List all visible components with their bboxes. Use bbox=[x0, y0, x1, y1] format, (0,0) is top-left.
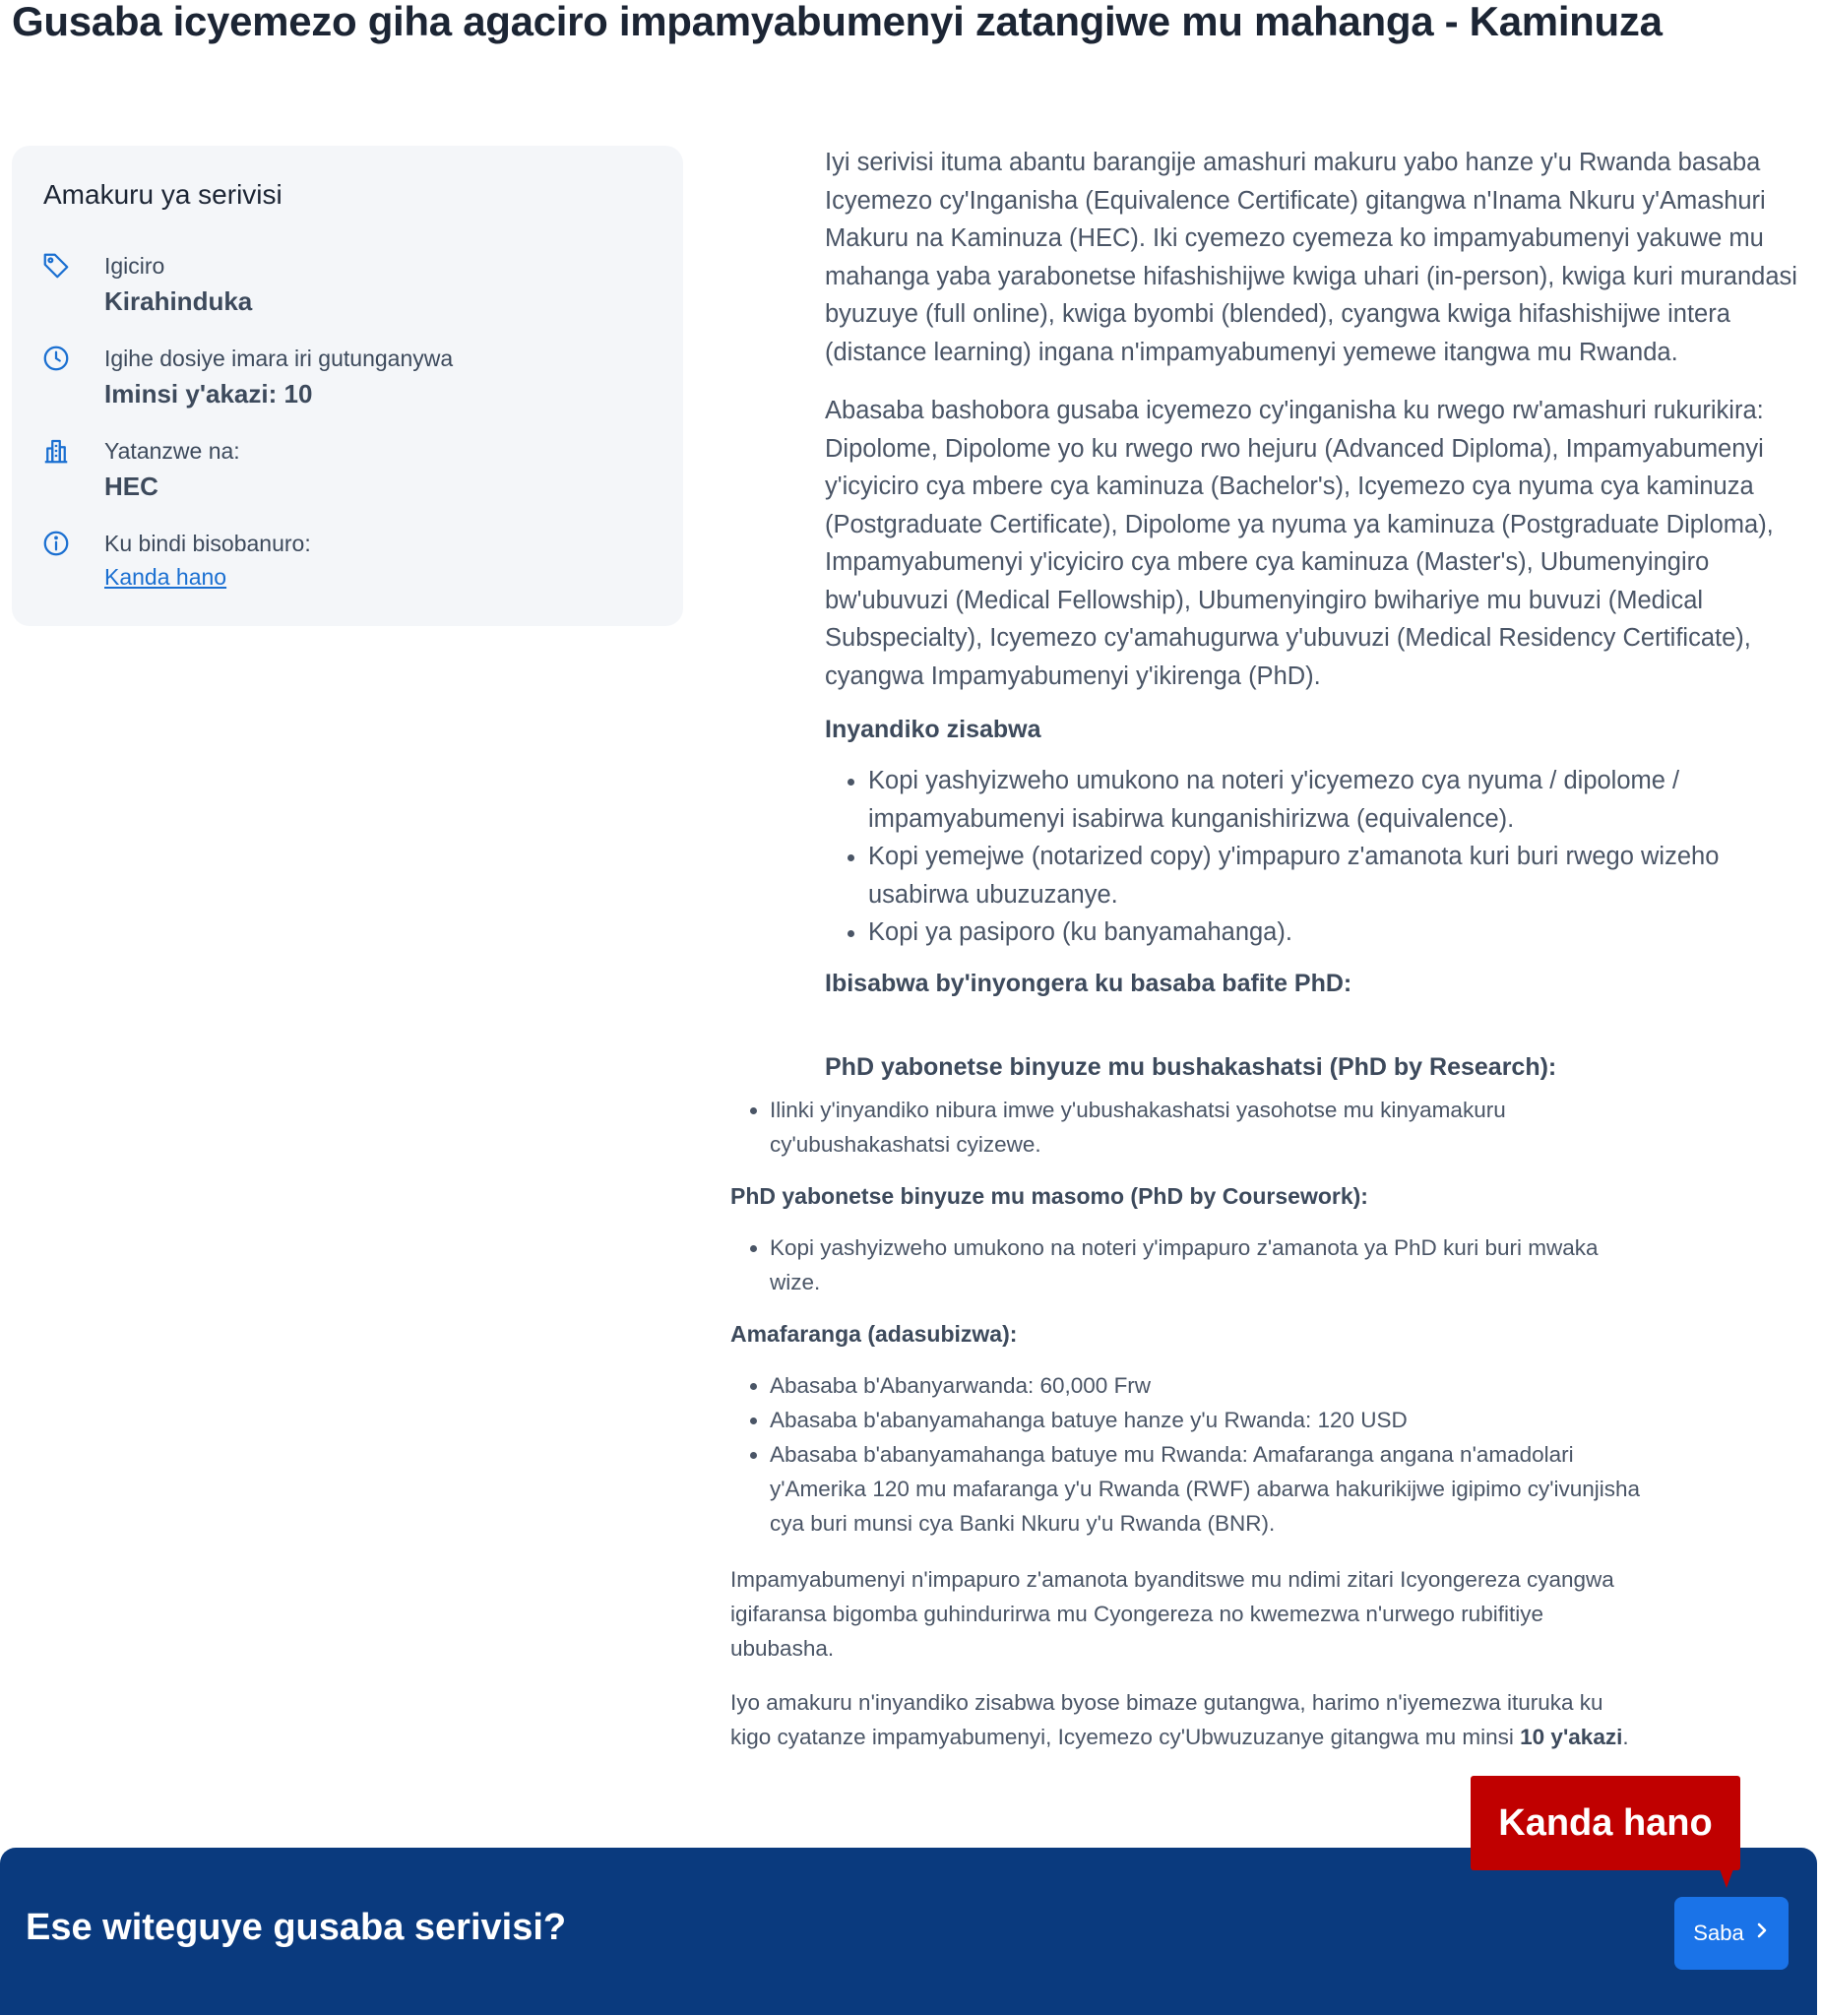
translation-note: Impamyabumenyi n'impapuro z'amanota byanditswe mu ndimi zitari Icyongereza cyangwa igifaransa bigomba guhindurirwa mu Cyongereza no kwemezwa n'urwego rubifitiye ububasha. bbox=[730, 1567, 1614, 1661]
processing-time-label: Igihe dosiye imara iri gutunganywa bbox=[104, 346, 454, 371]
documents-heading: Inyandiko zisabwa bbox=[825, 716, 1041, 743]
price-value: Kirahinduka bbox=[104, 286, 253, 316]
tag-icon bbox=[41, 251, 71, 281]
clock-icon bbox=[41, 344, 71, 373]
list-item: • Abasaba b'abanyamahanga batuye hanze y'u Rwanda: 120 USD bbox=[770, 1403, 1641, 1437]
list-item: • Abasaba b'abanyamahanga batuye mu Rwanda: Amafaranga angana n'amadolari y'Amerika 120 mu mafaranga y'u Rwanda (RWF) abarwa hakurikijwe igipimo cy'ivunjisha cya buri munsi cya Banki Nkuru y'u Rwanda (BNR). bbox=[770, 1437, 1641, 1541]
list-item: • Kopi yashyizweho umukono na noteri y'icyemezo cya nyuma / dipolome / impamyabumenyi isabirwa kunganishirizwa (equivalence). bbox=[868, 762, 1814, 838]
cta-banner bbox=[0, 1848, 1817, 2015]
list-item: • Ilinki y'inyandiko nibura imwe y'ubushakashatsi yasohotse mu kinyamakuru cy'ubushakashatsi cyizewe. bbox=[770, 1093, 1641, 1162]
list-item: • Kopi ya pasiporo (ku banyamahanga). bbox=[868, 914, 1814, 952]
phd-coursework-heading: PhD yabonetse binyuze mu masomo (PhD by Coursework): bbox=[730, 1183, 1368, 1209]
chevron-right-icon bbox=[1754, 1921, 1770, 1946]
intro-paragraph: Iyi serivisi ituma abantu barangije amashuri makuru yabo hanze y'u Rwanda basaba Icyemezo cy'Inganisha (Equivalence Certificate) gitangwa n'Inama Nkuru y'Amashuri Makuru na Kaminuza (HEC). Iki cyemezo cyemeza ko impamyabumenyi yakuwe mu mahanga yaba yarabonetse hifashishijwe kwiga uhari (in-person), kwiga kuri murandasi byuzuye (full online), kwiga byombi (blended), cyangwa kwiga hifashishijwe intera (distance learning) ingana n'impamyabumenyi yemewe itangwa mu Rwanda. bbox=[825, 149, 1797, 366]
processing-time-value: Iminsi y'akazi: 10 bbox=[104, 379, 313, 409]
info-icon bbox=[41, 529, 71, 558]
provider-label: Yatanzwe na: bbox=[104, 438, 240, 464]
cta-question: Ese witeguye gusaba serivisi? bbox=[26, 1907, 567, 1948]
list-item: • Kopi yemejwe (notarized copy) y'impapuro z'amanota kuri buri rwego wizeho usabirwa ubuzuzanye. bbox=[868, 838, 1814, 914]
phd-coursework-list bbox=[730, 1230, 1641, 1299]
list-item: • Abasaba b'Abanyarwanda: 60,000 Frw bbox=[770, 1368, 1641, 1403]
closing-note-end: . bbox=[1622, 1725, 1629, 1749]
tooltip-pointer bbox=[1719, 1866, 1734, 1888]
apply-button[interactable] bbox=[1674, 1897, 1789, 1970]
service-info-heading: Amakuru ya serivisi bbox=[43, 179, 283, 210]
phd-research-list bbox=[730, 1093, 1641, 1162]
price-label: Igiciro bbox=[104, 253, 165, 279]
more-info-label: Ku bindi bisobanuro: bbox=[104, 531, 311, 556]
phd-and-fees-section bbox=[730, 1093, 1641, 1774]
phd-requirements-heading: Ibisabwa by'inyongera ku basaba bafite PhD: bbox=[825, 969, 1352, 997]
page-title: Gusaba icyemezo giha agaciro impamyabumenyi zatangiwe mu mahanga - Kaminuza bbox=[12, 0, 1663, 44]
fees-heading: Amafaranga (adasubizwa): bbox=[730, 1321, 1018, 1347]
list-item: • Kopi yashyizweho umukono na noteri y'impapuro z'amanota ya PhD kuri buri mwaka wize. bbox=[770, 1230, 1641, 1299]
documents-list bbox=[825, 762, 1814, 952]
eligibility-paragraph: Abasaba bashobora gusaba icyemezo cy'inganisha ku rwego rw'amashuri rukurikira: Dipolome, Dipolome yo ku rwego rwo hejuru (Advanced Diploma), Impamyabumenyi y'icyiciro cya mbere cya kaminuza (Bachelor's), Icyemezo cya nyuma cya kaminuza (Postgraduate Certificate), Dipolome ya nyuma ya kaminuza (Postgraduate Diploma), Impamyabumenyi y'icyiciro cya mbere cya kaminuza (Master's), Ubumenyingiro bw'ubuvuzi (Medical Fellowship), Ubumenyingiro bwihariye mu buvuzi (Medical Subspecialty), Icyemezo cy'amahugurwa y'ubuvuzi (Medical Residency Certificate), cyangwa Impamyabumenyi y'ikirenga (PhD). bbox=[825, 397, 1774, 690]
fees-list bbox=[730, 1368, 1641, 1541]
closing-note-bold: 10 y'akazi bbox=[1520, 1725, 1623, 1749]
provider-value: HEC bbox=[104, 472, 158, 501]
closing-note-text: Iyo amakuru n'inyandiko zisabwa byose bimaze gutangwa, harimo n'iyemezwa ituruka ku kigo cyatanze impamyabumenyi, Icyemezo cy'Ubwuzuzanye gitangwa mu minsi bbox=[730, 1690, 1603, 1749]
service-description bbox=[825, 144, 1814, 1016]
more-info-link[interactable]: Kanda hano bbox=[104, 564, 227, 590]
click-here-tooltip: Kanda hano bbox=[1471, 1776, 1740, 1870]
phd-research-heading: PhD yabonetse binyuze mu bushakashatsi (PhD by Research): bbox=[825, 1053, 1557, 1081]
closing-note bbox=[730, 1685, 1641, 1754]
building-icon bbox=[41, 436, 71, 466]
apply-button-label: Saba bbox=[1693, 1921, 1744, 1945]
